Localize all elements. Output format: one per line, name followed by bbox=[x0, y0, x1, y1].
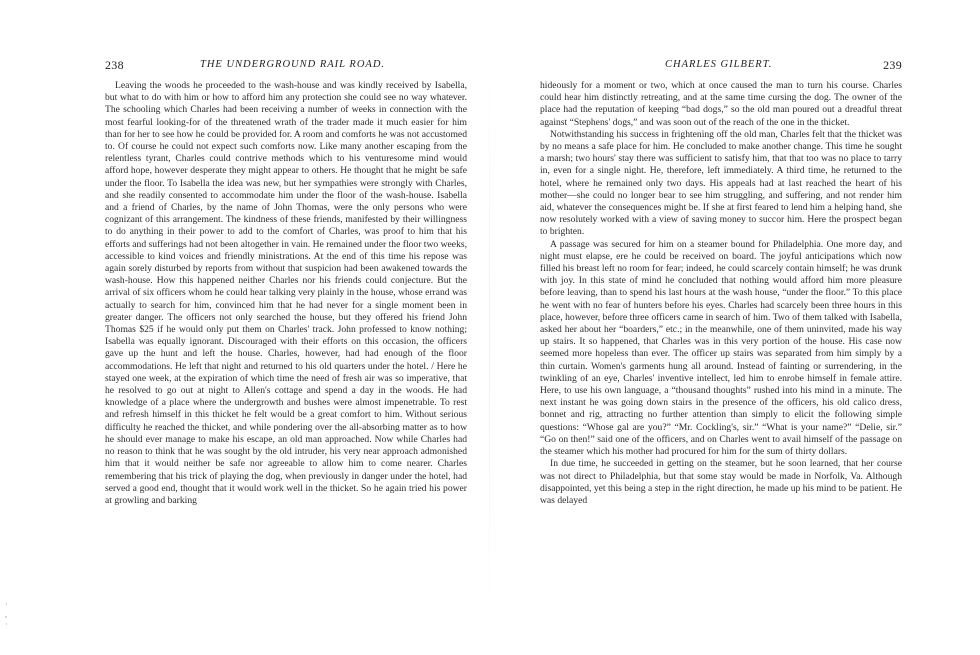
right-page-text bbox=[540, 80, 902, 507]
margin-mark: · , · bbox=[5, 600, 8, 629]
paragraph: hideously for a moment or two, which at once caused the man to turn his course. Charles could hear him distinctly retreating, and at the same time cursing the dog. The owner of the place had the reputation of keeping “bad dogs,” so the old man poured out a dreadful threat against “Stephens' dogs,” and was soon out of the reach of the one in the thicket. bbox=[540, 80, 902, 128]
left-page-header bbox=[105, 58, 467, 72]
right-page-number: 239 bbox=[883, 58, 902, 72]
left-page-number: 238 bbox=[105, 58, 124, 72]
paragraph: In due time, he succeeded in getting on the steamer, but he soon learned, that her course was not direct to Philadelphia, but that some stay would be made in Norfolk, Va. Although disappointed, yet this being a step in the right direction, he made up his mind to be patient. He was delayed bbox=[540, 458, 902, 506]
paragraph: Leaving the woods he proceeded to the wash-house and was kindly received by Isabella, but what to do with him or how to afford him any protection she could see no way whatever. The schooling which Charles had been receiving a number of weeks in connection with the most fearful looking-for of the threatened wrath of the trader made it much easier for him than for her to see how he could be provided for. A room and comforts he was not accustomed to. Of course he could not expect such comforts now. Like many another escaping from the relentless tyrant, Charles could contrive methods which to his venturesome mind would afford hope, however desperate they might appear to others. He thought that he might be safe under the floor. To Isabella the idea was new, but her sympathies were strongly with Charles, and she readily consented to accommodate him under the floor of the wash-house. Isabella and a friend of Charles, by the name of John Thomas, were the only persons who were cognizant of this arrangement. The kindness of these friends, manifested by their willingness to do anything in their power to add to the comfort of Charles, was proof to him that his efforts and sufferings had not been altogether in vain. He remained under the floor two weeks, accessible to kind voices and friendly ministrations. At the end of this time his repose was again sorely disturbed by reports from without that suspicion had been awakened towards the wash-house. How this happened neither Charles nor his friends could conjecture. But the arrival of six officers whom he could hear talking very plainly in the house, whose errand was actually to search for him, convinced him that he had never for a single moment been in greater danger. The officers not only searched the house, but they offered his friend John Thomas $25 if he would only put them on Charles' track. John professed to know nothing; Isabella was equally ignorant. Discouraged with their efforts on this occasion, the officers gave up the hunt and left the house. Charles, however, had had enough of the floor accommodations. He left that night and returned to his old quarters under the hotel. / Here he stayed one week, at the expiration of which time the need of fresh air was so imperative, that he resolved to go out at night to Allen's cottage and spend a day in the woods. He had knowledge of a place where the undergrowth and bushes were almost impenetrable. To rest and refresh himself in this thicket he felt would be a great comfort to him. Without serious difficulty he reached the thicket, and while pondering over the all-absorbing matter as to how he should ever manage to make his escape, an old man approached. Now while Charles had no reason to think that he was sought by the old intruder, his very near approach admonished him that it would neither be safe nor agreeable to allow him to come nearer. Charles remembering that his trick of playing the dog, when previously in danger under the hotel, had served a good end, thought that it would work well in the thicket. So he again tried his power at growling and barking bbox=[105, 80, 467, 506]
paragraph: A passage was secured for him on a steamer bound for Philadelphia. One more day, and night must elapse, ere he could be received on board. The joyful anticipations which now filled his breast left no room for fear; indeed, he could scarcely contain himself; he was drunk with joy. In this state of mind he concluded that nothing would afford him more pleasure before leaving, than to spend his last hours at the wash house, “under the floor.” To this place he went with no fear of hunters before his eyes. Charles had scarcely been three hours in this place, however, before three officers came in search of him. Two of them talked with Isabella, asked her about her “boarders,” etc.; in the meanwhile, one of them uninvited, made his way up stairs. It so happened, that Charles was in this very portion of the house. His case now seemed more hopeless than ever. The officer up stairs was separated from him simply by a thin curtain. Women's garments hung all around. Instead of fainting or surrendering, in the twinkling of an eye, Charles' inventive intellect, led him to enrobe himself in female attire. Here, to use his own language, a “thousand thoughts” rushed into his mind in a minute. The next instant he was going down stairs in the presence of the officers, his old calico dress, bonnet and rig, attracting no further attention than simply to elicit the following simple questions: “Whose gal are you?” “Mr. Cockling's, sir.” “What is your name?” “Delie, sir.” “Go on then!” said one of the officers, and on Charles went to avail himself of the passage on the steamer which his mother had procured for him for the sum of thirty dollars. bbox=[540, 238, 902, 458]
left-running-title: THE UNDERGROUND RAIL ROAD. bbox=[200, 59, 386, 70]
paragraph: Notwithstanding his success in frightening off the old man, Charles felt that the thicket was by no means a safe place for him. He concluded to make another change. This time he sought a marsh; two hours' stay there was sufficient to satisfy him, that that too was no place to tarry in, even for a single night. He, therefore, left immediately. A third time, he returned to the hotel, where he remained only two days. His appeals had at last reached the heart of his mother—she could no longer bear to see him struggling, and suffering, and not render him aid, whatever the consequences might be. If she at first feared to lend him a helping hand, she now resolutely worked with a view of saving money to succor him. Here the prospect began to brighten. bbox=[540, 128, 902, 238]
right-page bbox=[490, 0, 980, 655]
left-page-text bbox=[105, 80, 467, 507]
right-running-title: CHARLES GILBERT. bbox=[665, 59, 773, 70]
right-page-header bbox=[540, 58, 902, 72]
